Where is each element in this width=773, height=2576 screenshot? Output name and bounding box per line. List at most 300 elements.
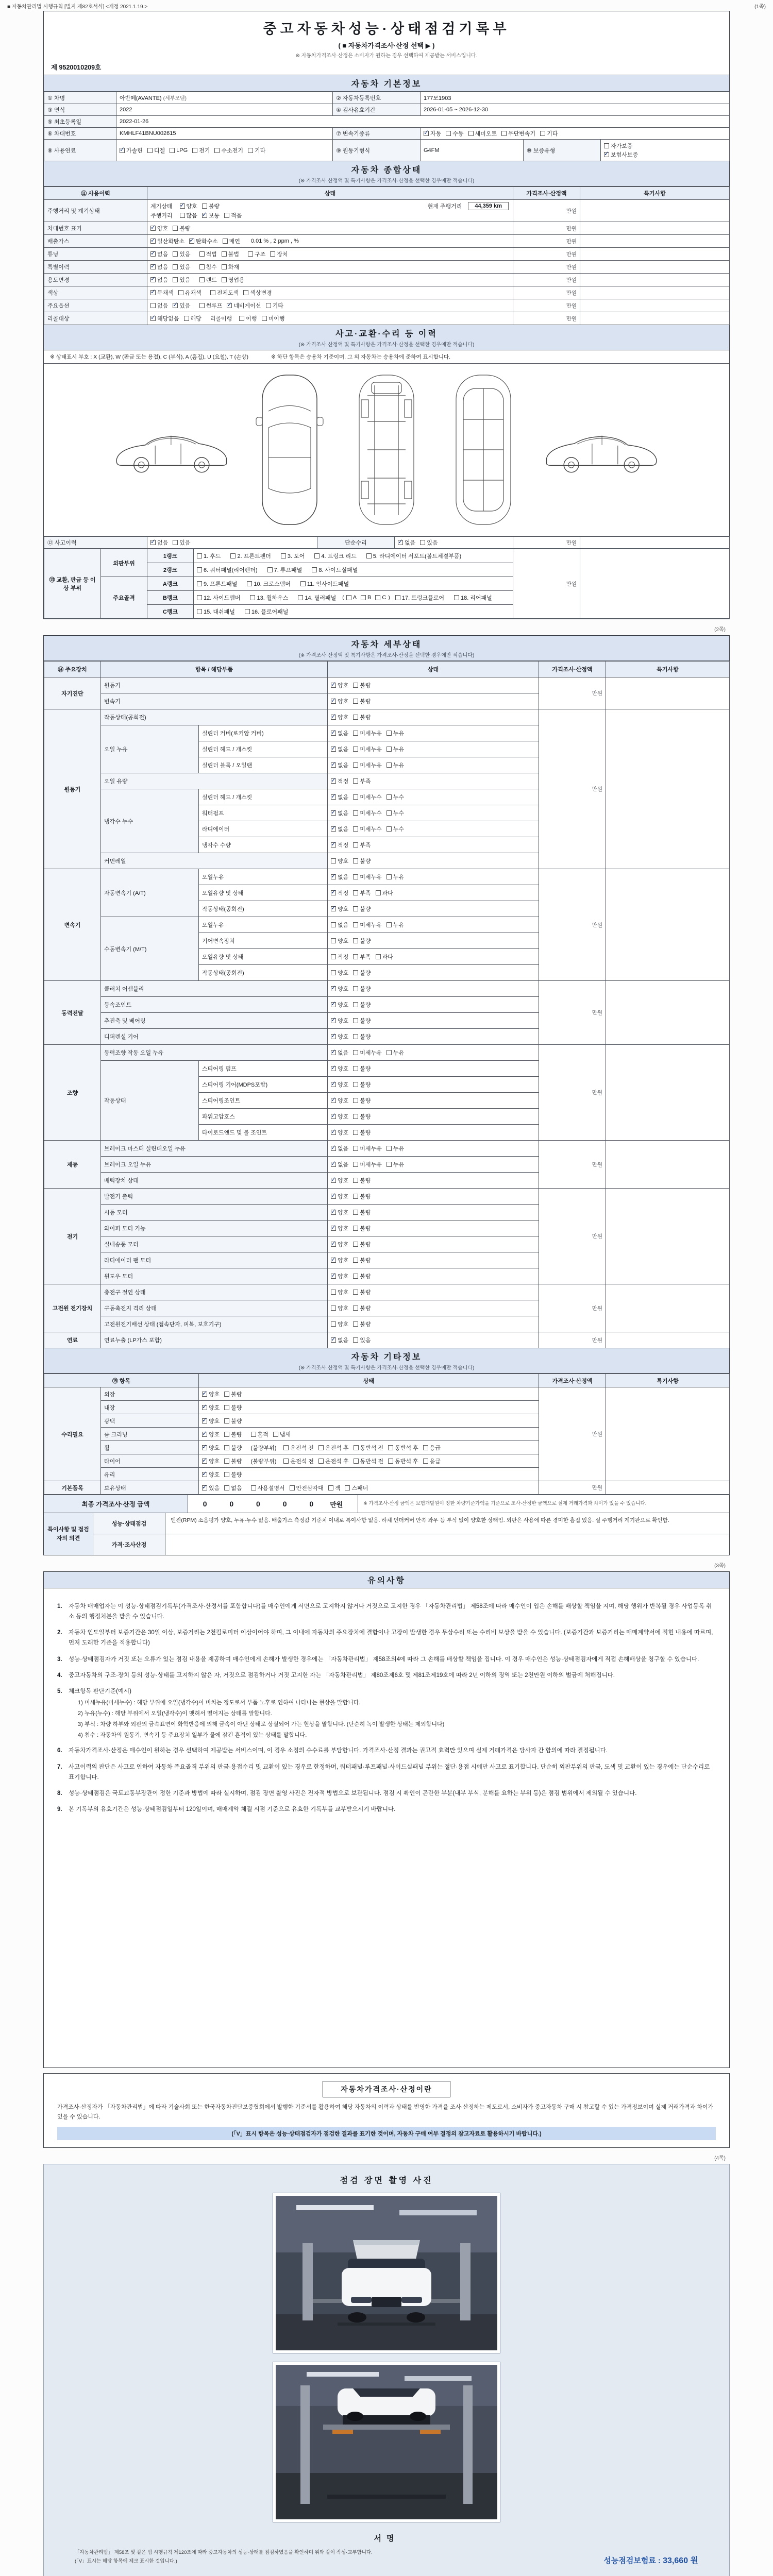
simple-repair-options	[395, 537, 513, 549]
checkbox-색상변경[interactable]: 색상변경	[243, 289, 272, 297]
checkbox-양호[interactable]: ✓ 양호	[331, 1032, 348, 1041]
status-segment	[150, 211, 176, 219]
checkbox-없음[interactable]: ✓ 없음	[331, 761, 348, 769]
checkbox-장치[interactable]: 장치	[270, 250, 288, 258]
checkbox-보통[interactable]: ✓ 보통	[202, 211, 220, 219]
checkbox-불량[interactable]: 불량	[353, 905, 371, 913]
checkbox-해당[interactable]: 해당	[184, 314, 201, 323]
checkbox-과다[interactable]: 과다	[376, 889, 393, 897]
checkbox-매연[interactable]: 매연	[223, 237, 240, 245]
checkbox-침수[interactable]: 침수	[199, 263, 217, 271]
inspection-photo-1	[273, 2193, 500, 2353]
checkbox-미세누유[interactable]: 미세누유	[353, 921, 382, 929]
checkbox-누유[interactable]: 누유	[386, 1048, 404, 1057]
checkbox-응급[interactable]: 응급	[423, 1444, 441, 1452]
price-cell: 만원	[539, 869, 606, 981]
checkbox-적정[interactable]: ✓ 적정	[331, 889, 348, 897]
checkbox-13. 휠하우스[interactable]: 13. 휠하우스	[250, 594, 288, 602]
remark-cell	[580, 222, 730, 235]
panel-item	[197, 566, 262, 574]
checkbox-불법[interactable]: 불법	[222, 250, 239, 258]
checkbox-썬루프[interactable]: 썬루프	[199, 301, 223, 310]
checkbox-양호[interactable]: ✓ 양호	[331, 1192, 348, 1200]
checkbox-양호[interactable]: ✓ 양호	[331, 905, 348, 913]
checkbox-양호[interactable]: ✓ 양호	[331, 1224, 348, 1232]
checkbox-불량[interactable]: 불량	[224, 1457, 242, 1465]
exchange-label: ⑬ 교환, 판금 등 이상 부위	[44, 549, 101, 619]
status-line	[202, 1416, 535, 1426]
remark-cell	[606, 1481, 730, 1495]
checkbox-양호[interactable]: ✓ 양호	[331, 1208, 348, 1216]
checkbox-없음[interactable]: 없음	[150, 301, 168, 310]
checkbox-운전석 후[interactable]: 운전석 후	[318, 1444, 349, 1452]
checkbox-없음[interactable]: 없음	[331, 921, 348, 929]
checkbox-5. 라디에이터 서포트(볼트체결부품)[interactable]: 5. 라디에이터 서포트(볼트체결부품)	[366, 552, 461, 560]
checkbox-응급[interactable]: 응급	[423, 1457, 441, 1465]
checkbox-2. 프론트펜더[interactable]: 2. 프론트펜더	[230, 552, 271, 560]
checkbox-양호[interactable]: ✓ 양호	[331, 1096, 348, 1105]
checkbox-부족[interactable]: 부족	[353, 777, 371, 785]
checkbox-불량[interactable]: 불량	[224, 1444, 242, 1452]
checkbox-없음[interactable]: ✓ 없음	[331, 1144, 348, 1153]
checkbox-14. 필러패널[interactable]: 14. 필러패널	[298, 594, 336, 602]
checkbox-불량[interactable]: 불량	[353, 1112, 371, 1121]
checkbox-불량[interactable]: 불량	[173, 224, 190, 232]
checkbox-양호[interactable]: ✓ 양호	[331, 1256, 348, 1264]
checkbox-부족[interactable]: 부족	[353, 953, 371, 961]
status-cell	[147, 235, 513, 248]
checkbox-불량[interactable]: 불량	[353, 1001, 371, 1009]
checkbox-불량[interactable]: 불량	[353, 1288, 371, 1296]
status-segment	[202, 1484, 247, 1492]
status-cell	[328, 1284, 539, 1300]
checkbox-누유[interactable]: 누유	[386, 745, 404, 753]
checkbox-미세누유[interactable]: 미세누유	[353, 1144, 382, 1153]
checkbox-없음[interactable]: ✓ 없음	[331, 729, 348, 737]
col-detail-price: 가격조사·산정액	[539, 662, 606, 677]
checkbox-양호[interactable]: ✓ 양호	[331, 697, 348, 705]
checkbox-보험사보증[interactable]: ✓ 보험사보증	[604, 150, 726, 159]
remark-cell	[606, 1332, 730, 1348]
checkbox-양호[interactable]: ✓ 양호	[202, 1430, 220, 1438]
form-reference-line	[0, 0, 773, 11]
rank-label: B랭크	[147, 591, 194, 605]
checkbox-11. 인사이드패널[interactable]: 11. 인사이드패널	[300, 580, 349, 588]
checkbox-불량[interactable]: 불량	[202, 202, 220, 210]
status-cell	[147, 299, 513, 312]
remark-cell	[580, 274, 730, 286]
checkbox-10. 크로스멤버[interactable]: 10. 크로스멤버	[247, 580, 290, 588]
status-cell	[328, 917, 539, 933]
price-survey-select-option[interactable]: ( ■ 자동차가격조사·산정 선택 ▶ )	[338, 42, 435, 49]
checkbox-7. 루프패널[interactable]: 7. 루프패널	[267, 566, 303, 574]
checkbox-4. 트렁크 리드[interactable]: 4. 트렁크 리드	[314, 552, 356, 560]
checkbox-미세누수[interactable]: 미세누수	[353, 825, 382, 833]
item-label: 오일 누유	[101, 725, 199, 773]
checkbox-A[interactable]: A	[346, 595, 357, 601]
checkbox-없음[interactable]: ✓ 없음	[331, 873, 348, 881]
other-row	[44, 1387, 730, 1401]
checkbox-불량[interactable]: 불량	[353, 1208, 371, 1216]
checkbox-자동[interactable]: ✓ 자동	[424, 129, 441, 138]
checkbox-양호[interactable]: ✓ 양호	[331, 713, 348, 721]
checkbox-적정[interactable]: ✓ 적정	[331, 777, 348, 785]
checkbox-해당없음[interactable]: ✓ 해당없음	[150, 314, 179, 323]
price-cell: 만원	[513, 312, 580, 325]
checkbox-없음[interactable]: ✓ 없음	[150, 538, 168, 547]
rank-label: C랭크	[147, 605, 194, 619]
signature-statement-1: 「자동차관리법」 제58조 및 같은 법 시행규칙 제120조에 따라 중고자동차의 성능·상태를 점검하였음을 확인하며 위와 같이 작성·교부합니다.	[75, 2550, 373, 2556]
checkbox-누수[interactable]: 누수	[386, 809, 404, 817]
checkbox-양호[interactable]: ✓ 양호	[202, 1457, 220, 1465]
status-segment	[150, 301, 195, 310]
checkbox-불량[interactable]: 불량	[353, 969, 371, 977]
checkbox-잭[interactable]: 잭	[328, 1484, 341, 1492]
opinion-row-label: 성능·상태점검	[93, 1513, 165, 1534]
comprehensive-row	[44, 312, 730, 325]
notice-text: 자동차 인도일부터 보증기간은 30일 이상, 보증거리는 2천킬로미터 이상이어야 하며, 그 이내에 자동차의 주요장치에 결함이나 고장이 발생한 경우 무상수리 또는 수리비 보상을 받을 수 있습니다. (보증기간과 보증거리는 매매계약서에 적힌 내용에 따르며, 먼저 도래한 기준을 적용합니다)	[69, 1630, 713, 1647]
checkbox-불량[interactable]: 불량	[353, 985, 371, 993]
item-label: 리콜대상	[44, 312, 147, 325]
checkbox-9. 프론트패널[interactable]: 9. 프론트패널	[197, 580, 237, 588]
checkbox-안전삼각대[interactable]: 안전삼각대	[290, 1484, 324, 1492]
checkbox-영업용[interactable]: 영업용	[222, 276, 245, 284]
status-cell	[199, 1454, 539, 1468]
notice-item	[57, 1628, 716, 1648]
checkbox-6. 쿼터패널(리어펜더)[interactable]: 6. 쿼터패널(리어펜더)	[197, 566, 258, 574]
item-label: 추진축 및 베어링	[101, 1013, 328, 1029]
checkbox-유채색[interactable]: 유채색	[178, 289, 201, 297]
checkbox-양호[interactable]: ✓ 양호	[331, 1064, 348, 1073]
checkbox-양호[interactable]: ✓ 양호	[331, 1272, 348, 1280]
checkbox-네비게이션[interactable]: ✓ 네비게이션	[227, 301, 261, 310]
checkbox-불량[interactable]: 불량	[224, 1403, 242, 1412]
status-segment	[249, 238, 299, 244]
checkbox-불량[interactable]: 불량	[353, 1080, 371, 1089]
checkbox-3. 도어[interactable]: 3. 도어	[281, 552, 305, 560]
checkbox-세미오토[interactable]: 세미오토	[468, 129, 497, 138]
checkbox-동반석 후[interactable]: 동반석 후	[388, 1457, 418, 1465]
status-segment	[150, 276, 195, 284]
final-price-unit: 만원	[330, 1500, 343, 1509]
checkbox-있음[interactable]: ✓ 있음	[202, 1484, 220, 1492]
notices-title: 유의사항	[367, 1577, 406, 1585]
checkbox-무채색[interactable]: ✓ 무채색	[150, 289, 174, 297]
checkbox-가솔린[interactable]: ✓ 가솔린	[120, 146, 143, 155]
checkbox-양호[interactable]: ✓ 양호	[202, 1403, 220, 1412]
checkbox-16. 플로어패널[interactable]: 16. 플로어패널	[245, 607, 288, 616]
checkbox-구조[interactable]: 구조	[248, 250, 265, 258]
checkbox-누유[interactable]: 누유	[386, 873, 404, 881]
notice-number: 8.	[57, 1790, 62, 1797]
status-cell	[328, 1236, 539, 1252]
checkbox-양호[interactable]: ✓ 양호	[331, 681, 348, 689]
reg-no-label: ② 자동차등록번호	[333, 92, 421, 104]
checkbox-과다[interactable]: 과다	[376, 953, 393, 961]
car-side-view-right-diagram	[542, 418, 665, 482]
checkbox-양호[interactable]: 양호	[331, 857, 348, 865]
col-remark: 특기사항	[580, 187, 730, 200]
checkbox-없음[interactable]: ✓ 없음	[331, 1048, 348, 1057]
col-item-part: 항목 / 해당부품	[101, 662, 328, 677]
checkbox-기타[interactable]: 기타	[540, 129, 558, 138]
remark-cell	[580, 261, 730, 274]
status-line	[202, 1443, 535, 1452]
accident-history-row	[44, 536, 730, 549]
checkbox-기타[interactable]: 기타	[266, 301, 283, 310]
col-device: ⑭ 주요장치	[44, 662, 101, 677]
checkbox-없음[interactable]: ✓ 없음	[150, 276, 168, 284]
status-cell	[328, 773, 539, 789]
checkbox-운전석 전[interactable]: 운전석 전	[283, 1444, 314, 1452]
checkbox-양호[interactable]: ✓ 양호	[180, 202, 197, 210]
checkbox-불량[interactable]: 불량	[353, 1224, 371, 1232]
car-top-view-diagram	[251, 370, 328, 530]
checkbox-불량[interactable]: 불량	[224, 1417, 242, 1425]
checkbox-디젤[interactable]: 디젤	[147, 146, 165, 155]
checkbox-불량[interactable]: 불량	[353, 713, 371, 721]
checkbox-12. 사이드멤버[interactable]: 12. 사이드멤버	[197, 594, 240, 602]
checkbox-누유[interactable]: 누유	[386, 1160, 404, 1168]
checkbox-불량[interactable]: 불량	[353, 1064, 371, 1073]
checkbox-양호[interactable]: ✓ 양호	[331, 1080, 348, 1089]
item-label: 수동변속기 (M/T)	[101, 917, 199, 981]
checkbox-18. 리어패널[interactable]: 18. 리어패널	[454, 594, 492, 602]
checkbox-수동[interactable]: 수동	[446, 129, 463, 138]
document-sheet	[43, 11, 730, 2576]
status-cell	[328, 1332, 539, 1348]
checkbox-양호[interactable]: 양호	[331, 1304, 348, 1312]
warranty-options	[601, 140, 730, 161]
checkbox-흔적[interactable]: 흔적	[251, 1430, 268, 1438]
part-label: 오일누유	[199, 869, 328, 885]
checkbox-없음[interactable]: ✓ 없음	[331, 1160, 348, 1168]
checkbox-누수[interactable]: 누수	[386, 793, 404, 801]
notice-item	[57, 1670, 716, 1681]
checkbox-있음[interactable]: 있음	[420, 538, 438, 547]
checkbox-불량[interactable]: 불량	[224, 1390, 242, 1398]
checkbox-많음[interactable]: 많음	[180, 211, 197, 219]
checkbox-부족[interactable]: 부족	[353, 889, 371, 897]
remark-cell	[606, 677, 730, 709]
notice-number: 7.	[57, 1764, 62, 1770]
checkbox-없음[interactable]: ✓ 없음	[331, 745, 348, 753]
checkbox-양호[interactable]: ✓ 양호	[331, 1112, 348, 1121]
checkbox-양호[interactable]: 양호	[331, 1320, 348, 1328]
checkbox-LPG[interactable]: LPG	[170, 147, 188, 154]
comprehensive-band	[44, 161, 729, 187]
checkbox-양호[interactable]: 양호	[331, 1288, 348, 1296]
checkbox-있음[interactable]: ✓ 있음	[173, 301, 190, 310]
checkbox-불량[interactable]: 불량	[353, 681, 371, 689]
checkbox-탄화수소[interactable]: ✓ 탄화수소	[189, 237, 218, 245]
checkbox-무단변속기[interactable]: 무단변속기	[501, 129, 535, 138]
checkbox-불량[interactable]: 불량	[224, 1430, 242, 1438]
accident-remark-cell	[580, 537, 730, 549]
checkbox-양호[interactable]: ✓ 양호	[331, 1240, 348, 1248]
rank-label: 2랭크	[147, 563, 194, 577]
checkbox-17. 트렁크플로어[interactable]: 17. 트렁크플로어	[395, 594, 444, 602]
checkbox-운전석 전[interactable]: 운전석 전	[283, 1457, 314, 1465]
checkbox-불량[interactable]: 불량	[353, 1032, 371, 1041]
checkbox-15. 대쉬패널[interactable]: 15. 대쉬패널	[197, 607, 235, 616]
checkbox-양호[interactable]: 양호	[331, 937, 348, 945]
checkbox-불량[interactable]: 불량	[353, 1272, 371, 1280]
part-label: 파워고압호스	[199, 1109, 328, 1125]
checkbox-미이행[interactable]: 미이행	[262, 314, 285, 323]
checkbox-불량[interactable]: 불량	[353, 1016, 371, 1025]
checkbox-있음[interactable]: 있음	[173, 250, 190, 258]
status-cell	[328, 1205, 539, 1221]
checkbox-렌트[interactable]: 렌트	[199, 276, 217, 284]
checkbox-양호[interactable]: ✓ 양호	[202, 1417, 220, 1425]
status-cell	[328, 725, 539, 741]
detail-row	[44, 1189, 730, 1205]
checkbox-없음[interactable]: ✓ 없음	[398, 538, 415, 547]
checkbox-미세누유[interactable]: 미세누유	[353, 761, 382, 769]
checkbox-불량[interactable]: 불량	[353, 697, 371, 705]
other-group-label: 기본품목	[44, 1481, 101, 1495]
notice-text: 사고이력의 판단은 사고로 인하여 자동차 주요골격 부위의 판금·용접수리 및 교환이 있는 경우로 한정하며, 쿼터패널·루프패널·사이드실패널 부위는 절단·용접 시에만 사고로 표기합니다. 단순히 외판부위의 판금, 도색 및 교환이 있는 경우에는 단순수리로 표기합니다.	[69, 1764, 710, 1781]
checkbox-일산화탄소[interactable]: ✓ 일산화탄소	[150, 237, 184, 245]
status-cell	[199, 1414, 539, 1428]
checkbox-기타[interactable]: 기타	[248, 146, 265, 155]
final-price-value	[188, 1495, 358, 1513]
checkbox-자가보증[interactable]: 자가보증	[604, 142, 726, 150]
checkbox-불량[interactable]: 불량	[353, 1096, 371, 1105]
simple-repair-label: 단순수리	[317, 537, 395, 549]
checkbox-미세누유[interactable]: 미세누유	[353, 873, 382, 881]
checkbox-불량[interactable]: 불량	[353, 1176, 371, 1184]
checkbox-사용설명서[interactable]: 사용설명서	[251, 1484, 285, 1492]
checkbox-양호[interactable]: ✓ 양호	[331, 1001, 348, 1009]
status-segment	[202, 1430, 247, 1438]
checkbox-1. 후드[interactable]: 1. 후드	[197, 552, 221, 560]
page-1-block	[43, 11, 730, 619]
checkbox-이행[interactable]: 이행	[239, 314, 257, 323]
panel-item	[197, 580, 242, 588]
checkbox-없음[interactable]: ✓ 없음	[331, 793, 348, 801]
rank-label: A랭크	[147, 577, 194, 591]
checkbox-불량[interactable]: 불량	[353, 1256, 371, 1264]
checkbox-B[interactable]: B	[361, 595, 371, 601]
checkbox-동반석 후[interactable]: 동반석 후	[388, 1444, 418, 1452]
status-segment	[150, 314, 206, 323]
detail-band	[44, 636, 729, 661]
checkbox-불량[interactable]: 불량	[353, 857, 371, 865]
checkbox-있음[interactable]: 있음	[173, 276, 190, 284]
other-header-row	[44, 1374, 730, 1387]
checkbox-운전석 후[interactable]: 운전석 후	[318, 1457, 349, 1465]
checkbox-미세누수[interactable]: 미세누수	[353, 793, 382, 801]
checkbox-미세누수[interactable]: 미세누수	[353, 809, 382, 817]
checkbox-부족[interactable]: 부족	[353, 841, 371, 849]
checkbox-없음[interactable]: ✓ 없음	[331, 825, 348, 833]
checkbox-불량[interactable]: 불량	[353, 937, 371, 945]
checkbox-C[interactable]: C	[375, 595, 386, 601]
checkbox-동반석 전[interactable]: 동반석 전	[354, 1457, 384, 1465]
accident-history-options	[147, 537, 317, 549]
notice-item	[57, 1788, 716, 1799]
checkbox-화재[interactable]: 화재	[222, 263, 239, 271]
checkbox-냄새[interactable]: 냄새	[273, 1430, 291, 1438]
checkbox-적정[interactable]: ✓ 적정	[331, 841, 348, 849]
checkbox-동반석 전[interactable]: 동반석 전	[354, 1444, 384, 1452]
checkbox-없음[interactable]: ✓ 없음	[150, 263, 168, 271]
checkbox-적법[interactable]: 적법	[199, 250, 217, 258]
checkbox-양호[interactable]: 양호	[331, 969, 348, 977]
checkbox-불량[interactable]: 불량	[353, 1240, 371, 1248]
checkbox-양호[interactable]: ✓ 양호	[150, 224, 168, 232]
status-cell	[328, 1252, 539, 1268]
checkbox-있음[interactable]: 있음	[353, 1336, 371, 1344]
checkbox-전기[interactable]: 전기	[192, 146, 210, 155]
checkbox-수소전기[interactable]: 수소전기	[214, 146, 243, 155]
checkbox-미세누유[interactable]: 미세누유	[353, 745, 382, 753]
status-segment	[199, 250, 244, 258]
checkbox-미세누유[interactable]: 미세누유	[353, 1048, 382, 1057]
checkbox-미세누유[interactable]: 미세누유	[353, 1160, 382, 1168]
checkbox-적정[interactable]: 적정	[331, 953, 348, 961]
checkbox-없음[interactable]: ✓ 없음	[150, 250, 168, 258]
status-line	[202, 1389, 535, 1399]
checkbox-양호[interactable]: ✓ 양호	[202, 1390, 220, 1398]
checkbox-양호[interactable]: ✓ 양호	[331, 1128, 348, 1137]
checkbox-양호[interactable]: ✓ 양호	[331, 1016, 348, 1025]
checkbox-미세누유[interactable]: 미세누유	[353, 729, 382, 737]
checkbox-있음[interactable]: 있음	[173, 263, 190, 271]
checkbox-누유[interactable]: 누유	[386, 1144, 404, 1153]
status-segment	[202, 1403, 247, 1412]
checkbox-양호[interactable]: ✓ 양호	[331, 985, 348, 993]
checkbox-있음[interactable]: 있음	[173, 538, 190, 547]
device-group-label: 원동기	[44, 709, 101, 869]
notice-text: 성능·상태점검자가 거짓 또는 오류가 있는 점검 내용을 제공하여 매수인에게 손해가 발생한 경우에는 「자동차관리법」 제58조의4에 따라 그 손해를 배상할 책임을 집니다. 이 경우 매수인은 성능·상태점검자에게 직접 손해배상을 청구할 수 있습니다.	[69, 1656, 699, 1663]
segment-text: 0.01 % , 2 ppm , %	[250, 238, 299, 244]
checkbox-불량[interactable]: 불량	[224, 1470, 242, 1479]
checkbox-불량[interactable]: 불량	[353, 1304, 371, 1312]
notice-list	[44, 1588, 729, 2067]
checkbox-누유[interactable]: 누유	[386, 729, 404, 737]
part-label: 실린더 블록 / 오일팬	[199, 757, 328, 773]
checkbox-없음[interactable]: 없음	[224, 1484, 242, 1492]
accident-history-label: ⑫ 사고이력	[44, 537, 147, 549]
notice-number: 2.	[57, 1630, 62, 1636]
checkbox-적음[interactable]: 적음	[224, 211, 242, 219]
car-name-label: ① 차명	[44, 92, 116, 104]
status-cell	[328, 1061, 539, 1077]
checkbox-양호[interactable]: ✓ 양호	[202, 1444, 220, 1452]
inspection-photo-2	[273, 2362, 500, 2522]
checkbox-누유[interactable]: 누유	[386, 761, 404, 769]
checkbox-양호[interactable]: ✓ 양호	[202, 1470, 220, 1479]
status-line	[150, 288, 510, 297]
checkbox-양호[interactable]: ✓ 양호	[331, 1176, 348, 1184]
detail-row	[44, 677, 730, 693]
checkbox-누수[interactable]: 누수	[386, 825, 404, 833]
checkbox-누유[interactable]: 누유	[386, 921, 404, 929]
checkbox-8. 사이드실패널[interactable]: 8. 사이드실패널	[312, 566, 358, 574]
checkbox-전체도색[interactable]: 전체도색	[210, 289, 239, 297]
checkbox-불량[interactable]: 불량	[353, 1192, 371, 1200]
notice-item	[57, 1601, 716, 1622]
checkbox-불량[interactable]: 불량	[353, 1128, 371, 1137]
checkbox-없음[interactable]: ✓ 없음	[331, 1336, 348, 1344]
checkbox-없음[interactable]: ✓ 없음	[331, 809, 348, 817]
part-label: 작동상태(공회전)	[199, 965, 328, 981]
checkbox-스패너[interactable]: 스패너	[345, 1484, 368, 1492]
checkbox-불량[interactable]: 불량	[353, 1320, 371, 1328]
